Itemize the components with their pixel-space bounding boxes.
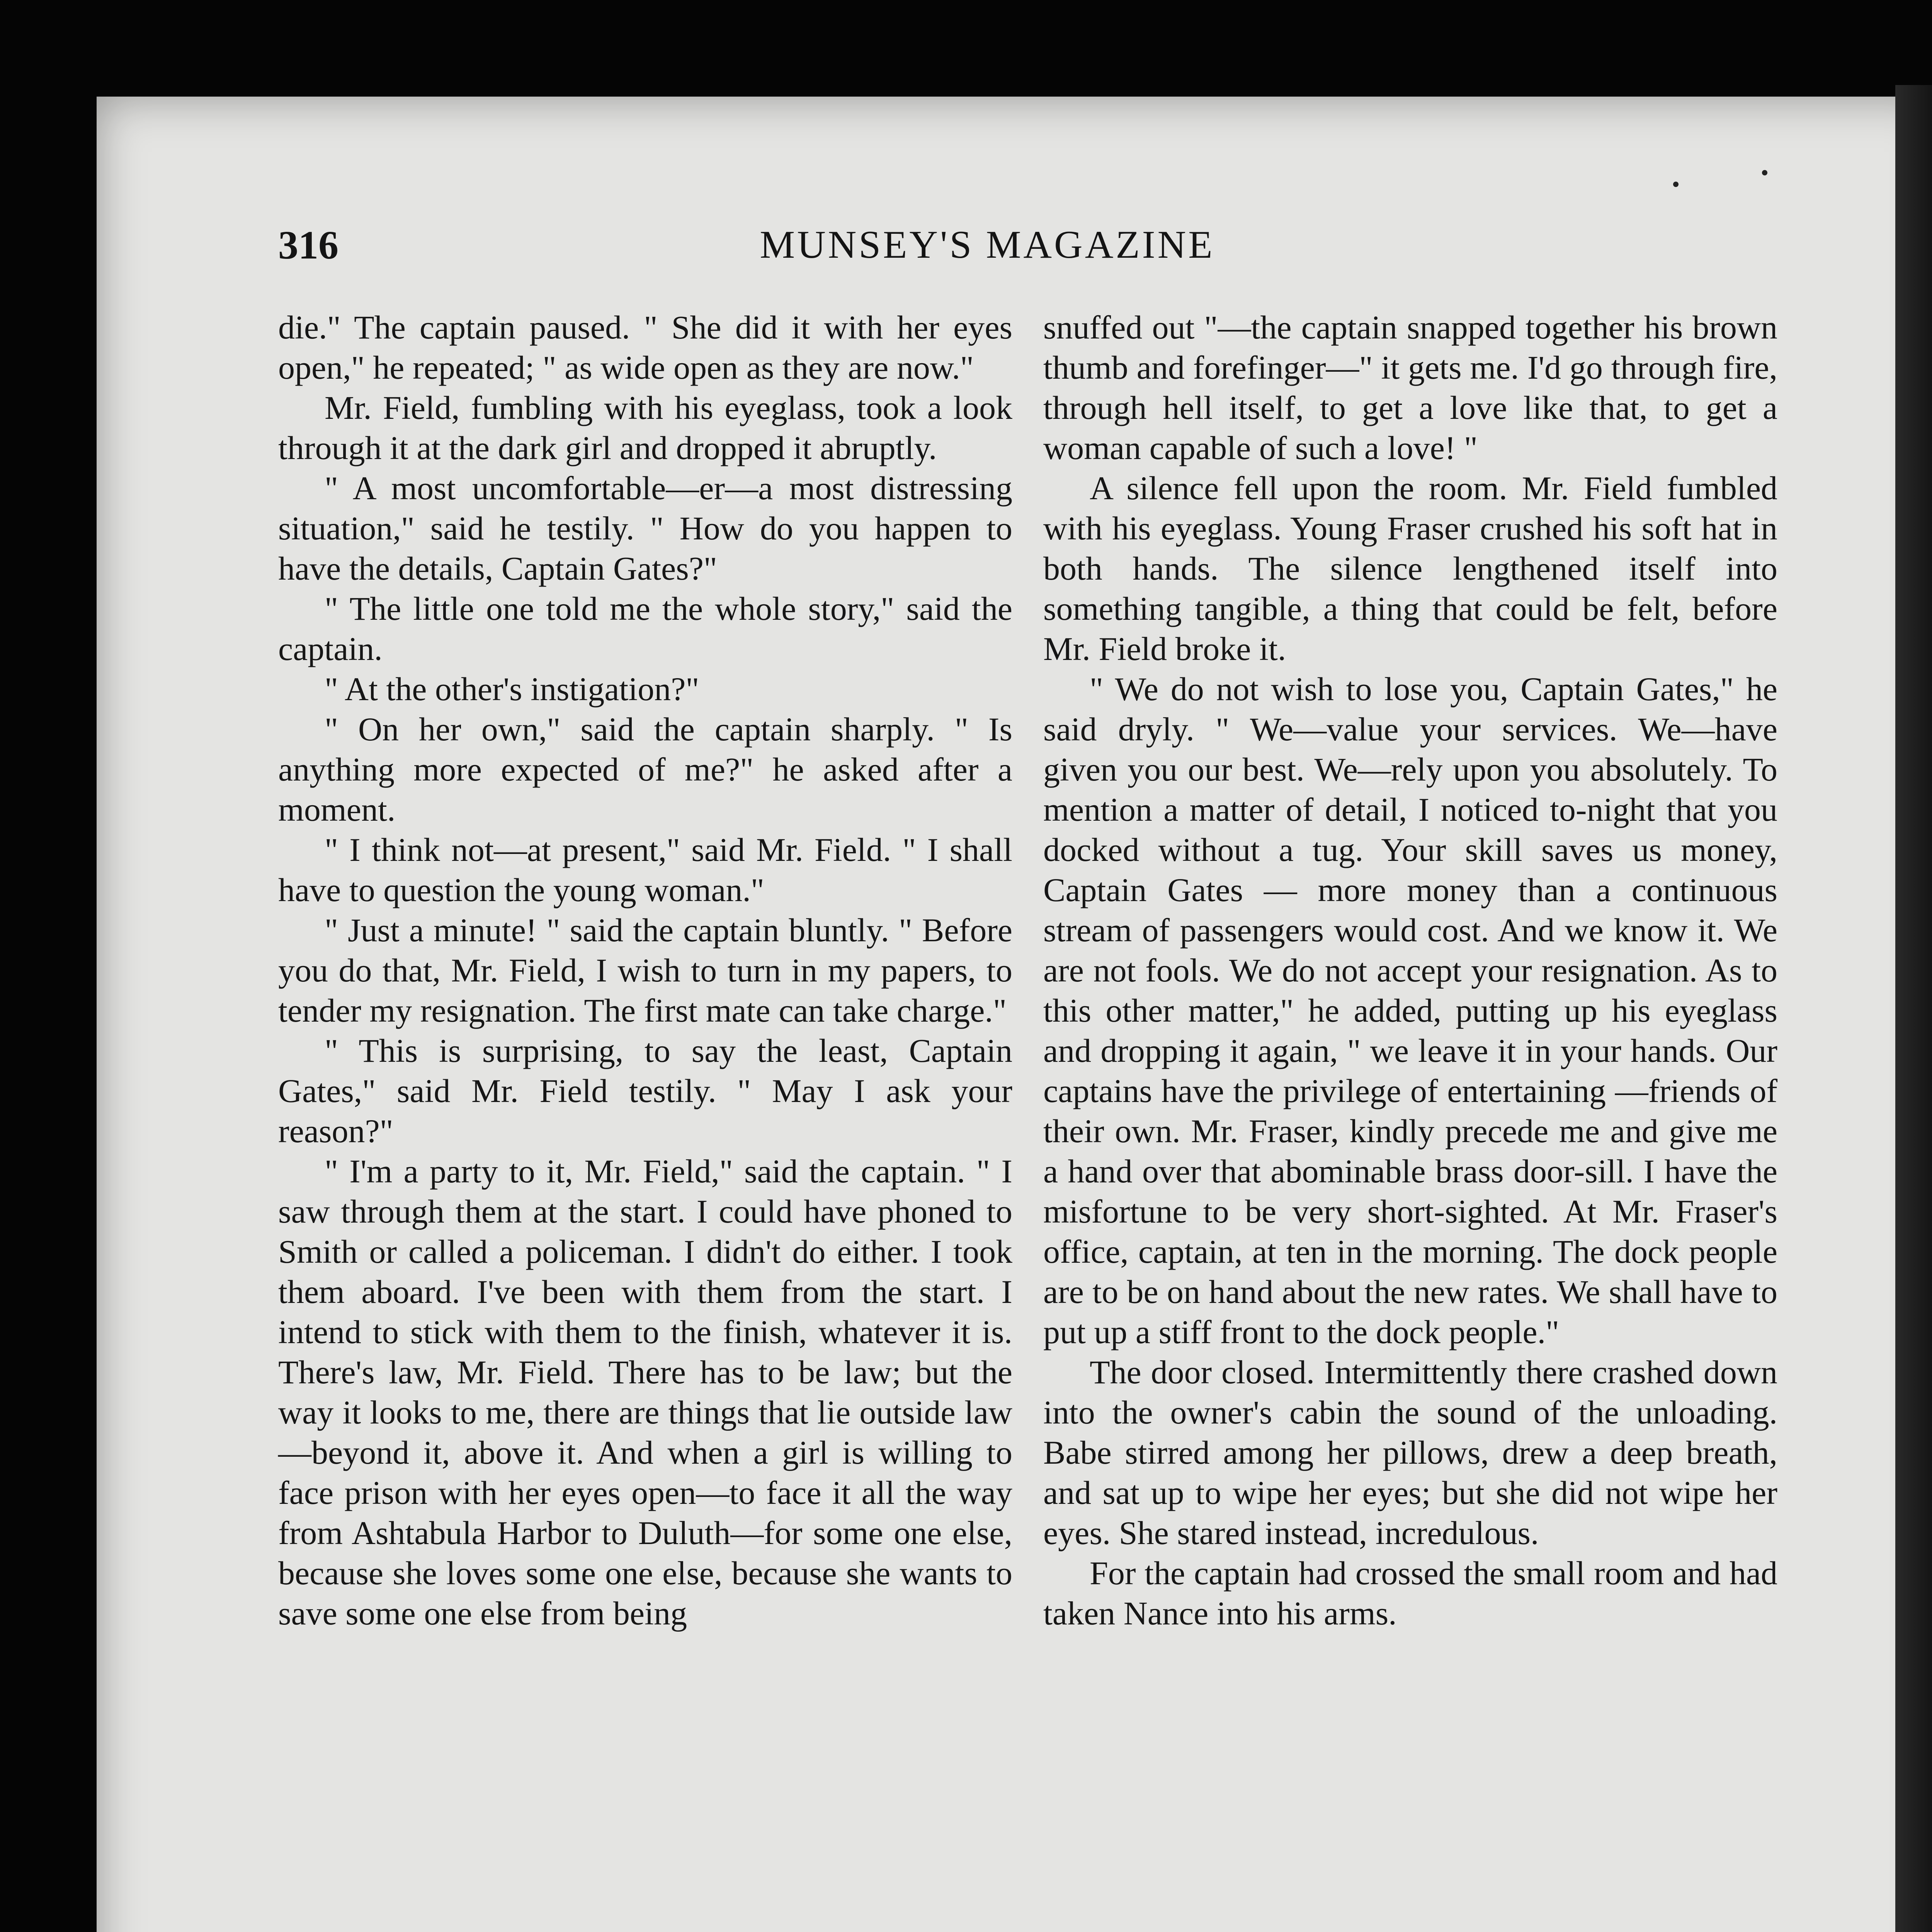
paragraph: die." The captain paused. " She did it with her eyes open," he repeated; " as wide open as they are now." <box>278 309 1012 386</box>
paragraph: snuffed out "—the captain snapped together his brown thumb and forefinger—" it gets me. I'd go through fire, through hell itself, to get a love like that, to get a woman capable of such a love! " <box>1043 309 1777 466</box>
dust-speck <box>1673 182 1679 187</box>
paragraph: Mr. Field, fumbling with his eyeglass, took a look through it at the dark girl and dropped it abruptly. <box>278 389 1012 466</box>
text-column-right <box>1043 307 1777 1932</box>
dust-speck <box>1762 170 1767 175</box>
paragraph: " I think not—at present," said Mr. Field. " I shall have to question the young woman." <box>278 831 1012 908</box>
page-header <box>185 214 1789 280</box>
running-head: MUNSEY'S MAGAZINE <box>760 223 1215 267</box>
paragraph: " We do not wish to lose you, Captain Gates," he said dryly. " We—value your services. We—have given you our best. We—rely upon you absolutely. To mention a matter of detail, I noticed to-night that you docked without a tug. Your skill saves us money, Captain Gates — more money than a continuous stream of passengers would cost. And we know it. We are not fools. We do not accept your resignation. As to this other matter," he added, putting up his eyeglass and dropping it again, " we leave it in your hands. Our captains have the privilege of entertaining —friends of their own. Mr. Fraser, kindly precede me and give me a hand over that abominable brass door-sill. I have the misfortune to be very short-sighted. At Mr. Fraser's office, captain, at ten in the morning. The dock people are to be on hand about the new rates. We shall have to put up a stiff front to the dock people." <box>1043 670 1777 1350</box>
page-number: 316 <box>278 223 338 267</box>
paragraph: " The little one told me the whole story," said the captain. <box>278 590 1012 667</box>
page-gutter-shadow <box>1895 85 1932 1932</box>
paragraph: A silence fell upon the room. Mr. Field fumbled with his eyeglass. Young Fraser crushed his soft hat in both hands. The silence lengthened itself into something tangible, a thing that could be felt, before Mr. Field broke it. <box>1043 469 1777 667</box>
paragraph: " On her own," said the captain sharply. " Is anything more expected of me?" he asked after a moment. <box>278 711 1012 828</box>
text-column-left <box>278 307 1012 1932</box>
paragraph: For the captain had crossed the small room and had taken Nance into his arms. <box>1043 1554 1777 1632</box>
paragraph: The door closed. Intermittently there crashed down into the owner's cabin the sound of the unloading. Babe stirred among her pillows, drew a deep breath, and sat up to wipe her eyes; but she did not wipe her eyes. She stared instead, incredulous. <box>1043 1354 1777 1551</box>
paragraph: " A most uncomfortable—er—a most distressing situation," said he testily. " How do you happen to have the details, Captain Gates?" <box>278 469 1012 587</box>
paragraph: " Just a minute! " said the captain bluntly. " Before you do that, Mr. Field, I wish to turn in my papers, to tender my resignation. The first mate can take charge." <box>278 912 1012 1029</box>
paragraph: " I'm a party to it, Mr. Field," said the captain. " I saw through them at the start. I could have phoned to Smith or called a policeman. I didn't do either. I took them aboard. I've been with them from the start. I intend to stick with them to the finish, whatever it is. There's law, Mr. Field. There has to be law; but the way it looks to me, there are things that lie outside law—beyond it, above it. And when a girl is willing to face prison with her eyes open—to face it all the way from Ashtabula Harbor to Duluth—for some one else, because she loves some one else, because she wants to save some one else from being <box>278 1153 1012 1632</box>
paragraph: " At the other's instigation?" <box>325 670 699 707</box>
paragraph: " This is surprising, to say the least, Captain Gates," said Mr. Field testily. " May I ask your reason?" <box>278 1032 1012 1150</box>
